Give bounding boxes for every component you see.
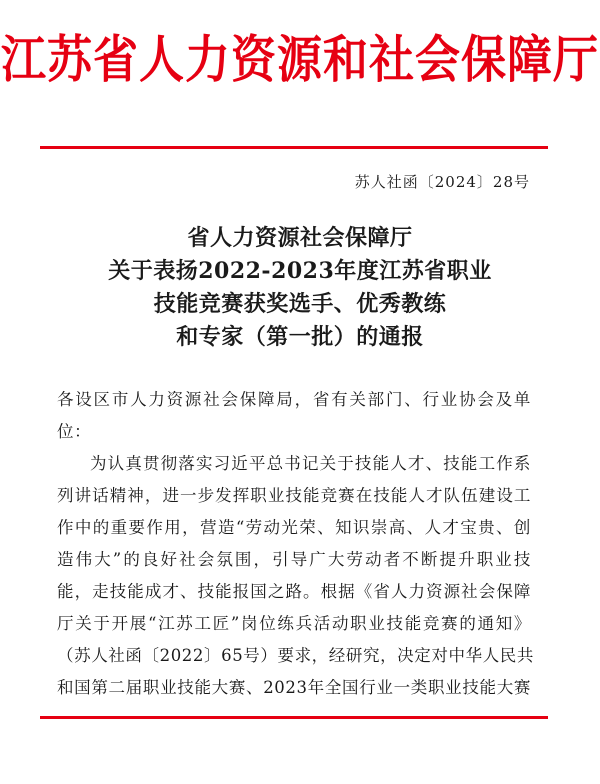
paragraph-line: 为认真贯彻落实习近平总书记关于技能人才、技能工作系 [90, 454, 531, 473]
addressee [57, 384, 531, 448]
title-line: 省人力资源社会保障厅 [187, 225, 413, 251]
paragraph-line: 能，走技能成才、技能报国之路。根据《省人力资源社会保障 [57, 582, 531, 601]
title-line: 和专家（第一批）的通报 [176, 324, 424, 350]
document-number: 苏人社函〔2024〕28号 [354, 173, 530, 191]
paragraph-line: 厅关于开展“江苏工匠”岗位练兵活动职业技能竞赛的通知》 [57, 614, 531, 633]
footer-red-rule [40, 716, 548, 719]
paragraph-line: 作中的重要作用，营造“劳动光荣、知识崇高、人才宝贵、创 [57, 518, 531, 537]
header-red-rule [40, 146, 548, 149]
addressee-line: 位： [57, 422, 92, 441]
paragraph-line: （苏人社函〔2022〕65号）要求，经研究，决定对中华人民共 [57, 646, 534, 665]
title-line: 技能竞赛获奖选手、优秀教练 [153, 291, 447, 317]
document-title [0, 222, 600, 354]
title-line: 关于表扬2022-2023年度江苏省职业 [108, 258, 492, 284]
paragraph-line: 列讲话精神，进一步发挥职业技能竞赛在技能人才队伍建设工 [57, 486, 531, 505]
agency-masthead: 江苏省人力资源和社会保障厅 [0, 29, 599, 90]
paragraph-line: 造伟大”的良好社会氛围，引导广大劳动者不断提升职业技 [57, 550, 531, 569]
paragraph-line: 和国第二届职业技能大赛、2023年全国行业一类职业技能大赛 [57, 678, 531, 697]
body-paragraph [57, 448, 534, 704]
addressee-line: 各设区市人力资源社会保障局，省有关部门、行业协会及单 [57, 390, 531, 409]
